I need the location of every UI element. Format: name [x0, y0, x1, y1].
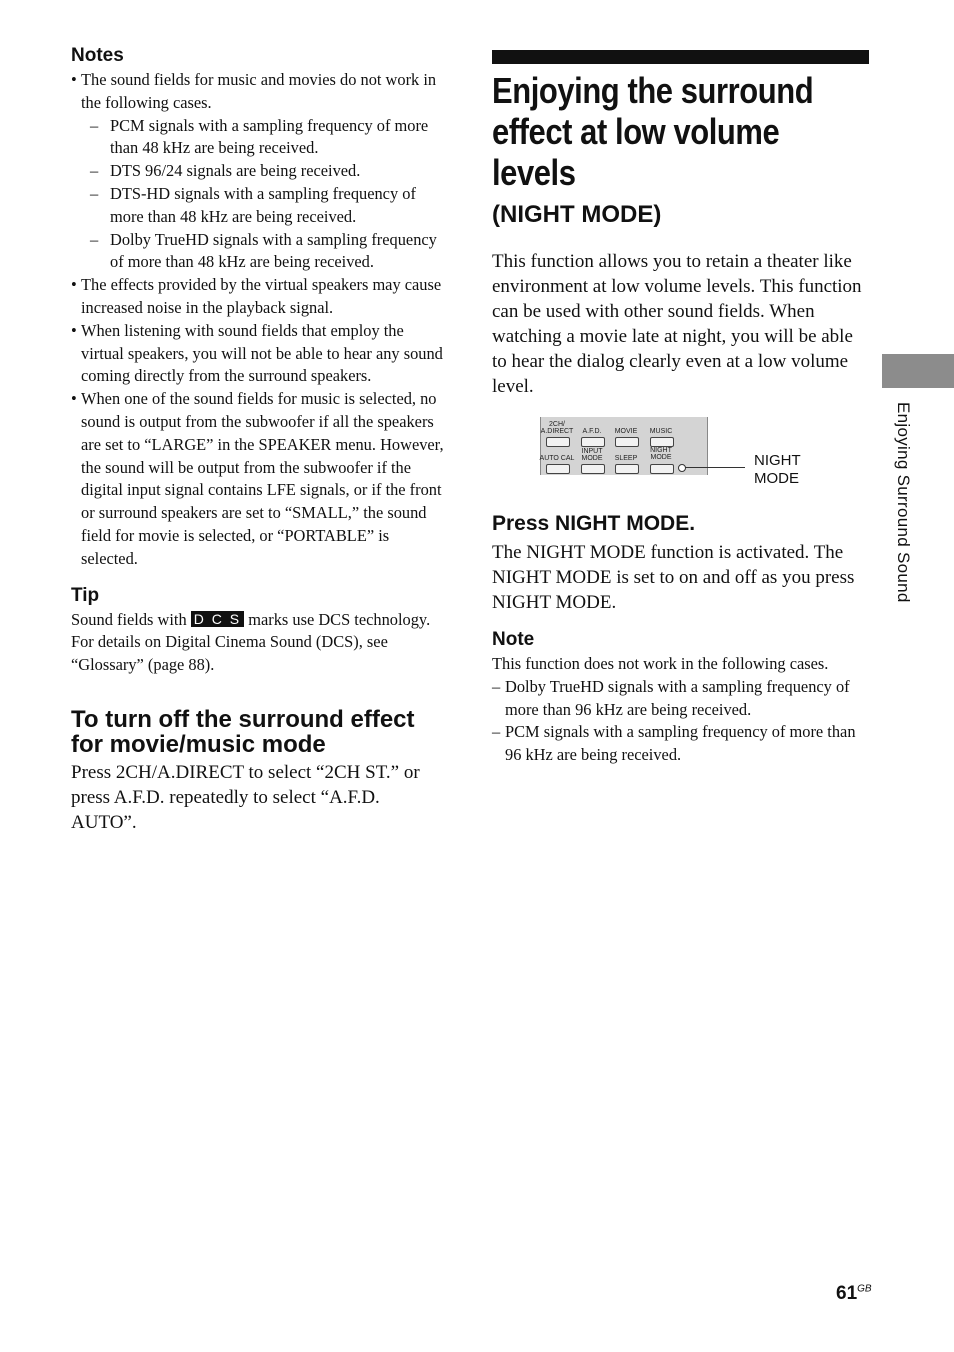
notes-subitem: – PCM signals with a sampling frequency of more than 48 kHz are being received.: [81, 115, 449, 161]
button-sleep: [615, 464, 639, 474]
notes-item: [71, 69, 449, 274]
intro-text: This function allows you to retain a theater like environment at low volume levels. This function can be used with other sound fields. When watching a movie late at night, you will be able to hear the dialog clearly even at a low volume level.: [492, 251, 862, 397]
note-heading: Note: [492, 629, 535, 650]
page-subtitle: (NIGHT MODE): [492, 201, 662, 228]
note-list: [492, 676, 870, 767]
button-autocal: [546, 464, 570, 474]
left-column: [71, 45, 449, 835]
tip-pre: Sound fields with: [71, 609, 187, 629]
notes-item: • When listening with sound fields that employ the virtual speakers, you will not be able to hear any sound coming directly from the surround speakers.: [71, 320, 449, 388]
right-column: [492, 50, 870, 767]
label-autocal: AUTO CAL: [539, 455, 575, 462]
button-movie: [615, 437, 639, 447]
notes-item: • When one of the sound fields for music is selected, no sound is output from the subwoofer if all the speakers are set to “LARGE” in the SPEAKER menu. However, the sound will be output from the subwoofer if the digital input signal contains LFE signals, or if the front or surround speakers are set to “SMALL,” the sound field for movie is selected, or “PORTABLE” is selected.: [71, 388, 449, 570]
step-heading: Press NIGHT MODE.: [492, 512, 696, 535]
turnoff-heading: To turn off the surround effect for movie/music mode: [71, 705, 415, 758]
note-text: This function does not work in the following cases.: [492, 654, 829, 673]
page-number: [836, 1283, 872, 1305]
tip-heading: Tip: [71, 584, 100, 606]
label-music: MUSIC: [649, 428, 673, 435]
section-tab: [882, 354, 954, 388]
section-side-label: Enjoying Surround Sound: [894, 402, 913, 603]
notes-heading: Notes: [71, 45, 124, 66]
step-text: The NIGHT MODE function is activated. The NIGHT MODE is set to on and off as you press NIGHT MODE.: [492, 542, 855, 613]
callout-label: NIGHT MODE: [754, 452, 801, 487]
button-music: [650, 437, 674, 447]
page-title: Enjoying the surround effect at low volume levels: [492, 70, 814, 193]
label-afd: A.F.D.: [582, 428, 602, 435]
turnoff-text: Press 2CH/A.DIRECT to select “2CH ST.” or press A.F.D. repeatedly to select “A.F.D. AUTO”.: [71, 761, 420, 833]
notes-subitem: – Dolby TrueHD signals with a sampling frequency of more than 48 kHz are being received.: [81, 229, 449, 275]
note-item: – Dolby TrueHD signals with a sampling frequency of more than 96 kHz are being received.: [492, 676, 870, 722]
notes-subitem: – DTS 96/24 signals are being received.: [81, 160, 449, 183]
button-2ch-adirect: [546, 437, 570, 447]
notes-item: • The effects provided by the virtual speakers may cause increased noise in the playback signal.: [71, 274, 449, 320]
label-inputmode: INPUT MODE: [581, 448, 603, 462]
title-bar: [492, 50, 869, 64]
button-afd: [581, 437, 605, 447]
remote-panel-illustration: [492, 417, 870, 495]
label-2ch-adirect: 2CH/ A.DIRECT: [540, 421, 574, 435]
button-inputmode: [581, 464, 605, 474]
notes-item-text: The sound fields for music and movies do not work in the following cases.: [81, 70, 437, 112]
callout-line: [683, 467, 745, 468]
page-number-value: 61: [836, 1283, 858, 1304]
note-item: – PCM signals with a sampling frequency of more than 96 kHz are being received.: [492, 721, 870, 767]
tip-text: [71, 609, 449, 677]
label-sleep: SLEEP: [614, 455, 638, 462]
notes-sublist: [81, 115, 449, 275]
page-number-suffix: GB: [857, 1283, 872, 1295]
tip-post: marks use DCS technology. For details on Digital Cinema Sound (DCS), see “Glossary” (page 88).: [71, 609, 431, 675]
button-nightmode: [650, 464, 674, 474]
label-nightmode: NIGHT MODE: [650, 447, 672, 461]
label-movie: MOVIE: [614, 428, 638, 435]
dcs-badge: D C S: [191, 611, 244, 627]
notes-subitem: – DTS-HD signals with a sampling frequency of more than 48 kHz are being received.: [81, 183, 449, 229]
notes-list: [71, 69, 449, 571]
callout-dot-icon: [678, 464, 686, 472]
